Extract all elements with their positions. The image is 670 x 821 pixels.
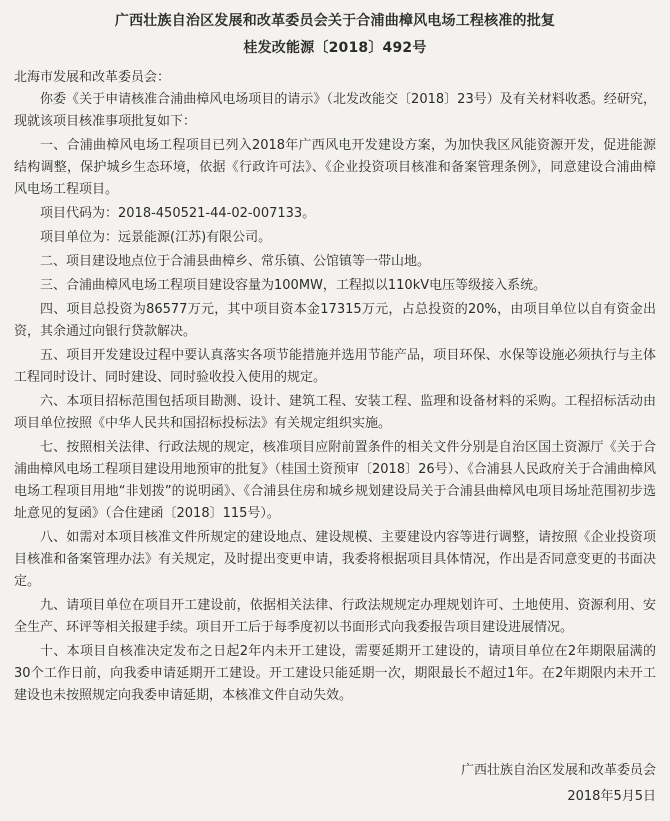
paragraph-2: 二、项目建设地点位于合浦县曲樟乡、常乐镇、公馆镇等一带山地。 (40, 254, 431, 269)
paragraph-1: 一、合浦曲樟风电场工程项目已列入2018年广西风电开发建设方案，为加快我区风能资源开发，促进能源结构调整，保护城乡生态环境，依据《行政许可法》、《企业投资项目核准和备案管理条例》，同意建设合浦曲樟风电场工程项目。 (14, 138, 656, 197)
paragraph-5: 五、项目开发建设过程中要认真落实各项节能措施并选用节能产品，项目环保、水保等设施必须执行与主体工程同时设计、同时建设、同时验收投入使用的规定。 (14, 348, 656, 385)
paragraph-intro: 你委《关于申请核准合浦曲樟风电场项目的请示》（北发改能交〔2018〕23号）及有关材料收悉。经研究，现就该项目核准事项批复如下： (14, 92, 656, 129)
paragraph-project-code: 项目代码为：2018-450521-44-02-007133。 (40, 206, 316, 221)
document-title: 广西壮族自治区发展和改革委员会关于合浦曲樟风电场工程核准的批复 (114, 13, 556, 29)
paragraph-3: 三、合浦曲樟风电场工程项目建设容量为100MW，工程拟以110kV电压等级接入系统。 (40, 278, 547, 293)
paragraph-6: 六、本项目招标范围包括项目勘测、设计、建筑工程、安装工程、监理和设备材料的采购。工程招标活动由项目单位按照《中华人民共和国招标投标法》有关规定组织实施。 (14, 394, 656, 431)
document-number: 桂发改能源〔2018〕492号 (243, 40, 427, 56)
paragraph-9: 九、请项目单位在项目开工建设前，依据相关法律、行政法规规定办理规划许可、土地使用、资源利用、安全生产、环评等相关报建手续。项目开工后于每季度初以书面形式向我委报告项目建设进展情况。 (14, 598, 656, 635)
salutation: 北海市发展和改革委员会： (14, 70, 171, 85)
document-body (14, 89, 656, 707)
paragraph-7: 七、按照相关法律、行政法规的规定，核准项目应附前置条件的相关文件分别是自治区国土资源厅《关于合浦曲樟风电场工程项目建设用地预审的批复》（桂国土资预审〔2018〕26号）、《合浦县人民政府关于合浦曲樟风电场工程项目用地“非划拨”的说明函》、《合浦县住房和城乡规划建设局关于合浦县曲樟风电项目场址范围初步选址意见的复函》（合住建函〔2018〕115号）。 (14, 440, 656, 521)
paragraph-project-unit: 项目单位为：远景能源(江苏)有限公司。 (40, 230, 272, 245)
signature-organization: 广西壮族自治区发展和改革委员会 (460, 763, 656, 778)
paragraph-4: 四、项目总投资为86577万元，其中项目资本金17315万元，占总投资的20%，由项目单位以自有资金出资，其余通过向银行贷款解决。 (14, 302, 656, 339)
paragraph-8: 八、如需对本项目核准文件所规定的建设地点、建设规模、主要建设内容等进行调整，请按照《企业投资项目核准和备案管理办法》有关规定，及时提出变更申请，我委将根据项目具体情况，作出是否同意变更的书面决定。 (14, 530, 656, 589)
paragraph-10: 十、本项目自核准决定发布之日起2年内未开工建设，需要延期开工建设的，请项目单位在2年期限届满的30个工作日前，向我委申请延期开工建设。开工建设只能延期一次，期限最长不超过1年。在2年期限内未开工建设也未按照规定向我委申请延期，本核准文件自动失效。 (14, 644, 656, 703)
signature-date: 2018年5月5日 (567, 789, 656, 804)
